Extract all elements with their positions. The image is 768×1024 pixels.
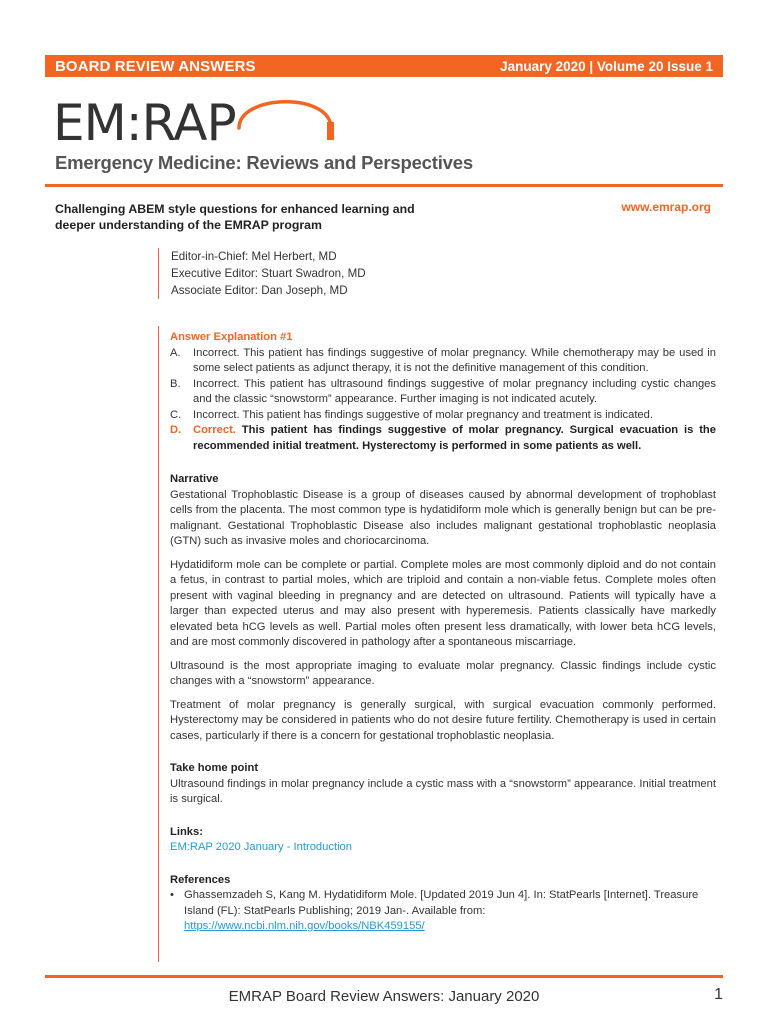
tagline: Challenging ABEM style questions for enhanced learning and deeper understanding of the EMRAP program [55,202,415,232]
reference-body [184,888,716,935]
link-emrap-introduction[interactable]: EM:RAP 2020 January - Introduction [170,841,352,853]
narrative-paragraph: Gestational Trophoblastic Disease is a group of diseases caused by abnormal development of trophoblast cells from the placenta. The most common type is hydatidiform mole which is generally benign but can be pre-malignant. Gestational Trophoblastic Disease also includes malignant gestational trophoblastic neoplasia (GTN) such as invasive moles and choriocarcinoma. [170,488,716,547]
emrap-logo [53,92,293,154]
issue-label: January 2020 | Volume 20 Issue 1 [500,58,713,74]
references-list [170,888,716,935]
answer-option-a [170,346,716,377]
option-letter: B. [170,377,181,390]
narrative-paragraph: Ultrasound is the most appropriate imaging to evaluate molar pregnancy. Classic findings include cystic changes with a “snowstorm” appearance. [170,659,716,687]
narrative-paragraph: Treatment of molar pregnancy is generally surgical, with surgical evacuation commonly performed. Hysterectomy may be considered in patients who do not desire future fertility. Chemotherapy is used in certain cases, particularly if there is a concern for gestational trophoblastic neoplasia. [170,698,716,742]
answer-option-d [170,423,716,454]
reference-item [170,888,716,935]
answer-explanation-title: Answer Explanation #1 [170,331,293,343]
footer-title: EMRAP Board Review Answers: January 2020 [228,988,540,1005]
take-home-text: Ultrasound findings in molar pregnancy include a cystic mass with a “snowstorm” appearance. Initial treatment is surgical. [170,777,716,805]
option-letter: A. [170,346,181,359]
option-body [193,423,716,454]
header-divider [45,184,723,187]
associate-editor: Associate Editor: Dan Joseph, MD [171,284,348,297]
logo-text: EM:RAP [53,94,236,152]
executive-editor: Executive Editor: Stuart Swadron, MD [171,267,366,280]
footer-divider [45,975,723,978]
option-text: Incorrect. This patient has findings suggestive of molar pregnancy and treatment is indicated. [193,408,653,421]
editor-in-chief: Editor-in-Chief: Mel Herbert, MD [171,250,337,263]
bullet-icon: • [170,889,174,901]
option-text: Incorrect. This patient has findings suggestive of molar pregnancy. While chemotherapy may be used in some select patients as adjunct therapy, it is not the definitive management of this condition. [193,346,716,374]
publication-subtitle: Emergency Medicine: Reviews and Perspectives [55,152,473,173]
reference-url-link[interactable]: https://www.ncbi.nlm.nih.gov/books/NBK459155/ [184,920,425,932]
narrative-paragraph: Hydatidiform mole can be complete or partial. Complete moles are most commonly diploid and do not contain a fetus, in contrast to partial moles, which are triploid and contain a non-viable fetus. Complete moles often present with vaginal bleeding in pregnancy and are detected on ultrasound. Patients will typically have a larger than expected uterus and may also present with hyperemesis. Patients classically have markedly elevated beta hCG levels as well. Partial moles often present less dramatically, with lower beta hCG levels, and are most commonly discovered in pathology after a spontaneous miscarriage. [170,558,716,648]
links-title: Links: [170,825,203,838]
site-link[interactable]: www.emrap.org [621,200,711,214]
references-title: References [170,873,231,886]
reference-text: Ghassemzadeh S, Kang M. Hydatidiform Mole. [Updated 2019 Jun 4]. In: StatPearls [Internet]. Treasure Island (FL): StatPearls Publishing; 2019 Jan-. Available from: [184,889,699,917]
option-letter: D. [170,424,182,436]
answer-option-c [170,408,716,424]
content-margin-line [158,326,159,962]
page-number: 1 [714,986,723,1003]
option-letter: C. [170,408,182,421]
editors-block [158,248,366,299]
narrative-title: Narrative [170,473,219,485]
main-content [170,330,716,935]
option-text: This patient has findings suggestive of molar pregnancy. Surgical evacuation is the recommended initial treatment. Hysterectomy is performed in some patients as well. [193,424,716,452]
section-label: BOARD REVIEW ANSWERS [55,57,256,75]
header-bar [45,55,723,77]
answer-options [170,346,716,455]
headphones-icon [231,84,341,144]
take-home-title: Take home point [170,762,259,774]
correct-tag: Correct. [193,424,236,436]
answer-option-b [170,377,716,408]
option-text: Incorrect. This patient has ultrasound findings suggestive of molar pregnancy including cystic changes and the classic “snowstorm” appearance. Further imaging is not indicated acutely. [193,377,716,405]
